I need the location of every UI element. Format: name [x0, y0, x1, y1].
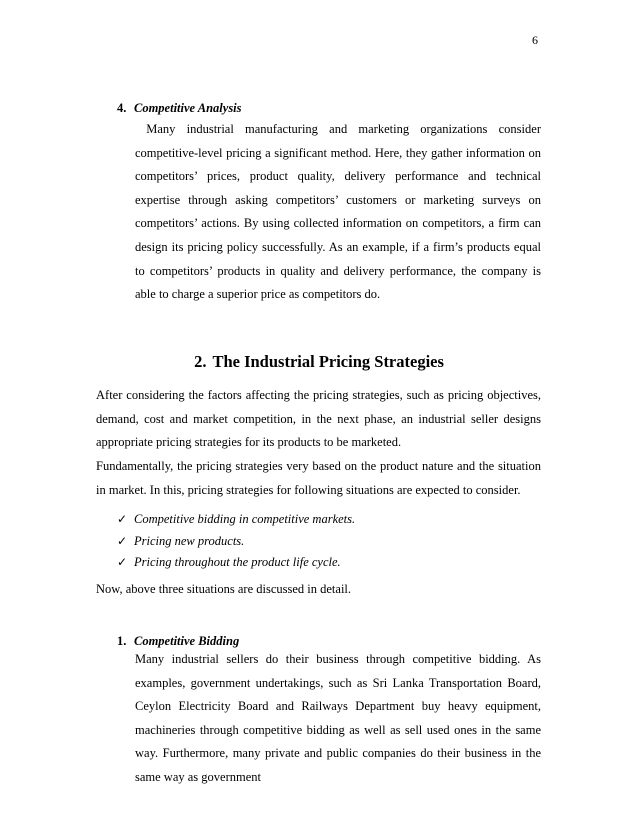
section-heading [117, 100, 541, 116]
section-title: Competitive Bidding [134, 634, 240, 648]
chapter-number: 2. [194, 352, 207, 371]
checklist-item [117, 531, 355, 553]
chapter-heading [0, 352, 638, 372]
checkmark-icon: ✓ [117, 555, 128, 569]
section-title: Competitive Analysis [134, 101, 242, 115]
checklist-item-label: Pricing throughout the product life cycle. [134, 555, 341, 569]
competitive-bidding-paragraph: Many industrial sellers do their business through competitive bidding. As examples, government undertakings, such as Sri Lanka Transportation Board, Ceylon Electricity Board and Railways Department buy heavy equipment, machineries through competitive bidding as well as sell used ones in the same way. Furthermore, many private and public companies do their business in the same way as government [135, 652, 541, 784]
checklist-item-label: Pricing new products. [134, 533, 245, 548]
checklist-item-label: Competitive bidding in competitive markets. [134, 512, 356, 526]
situations-checklist [117, 509, 355, 574]
section-competitive-bidding-heading [117, 633, 541, 649]
checkmark-icon: ✓ [117, 512, 128, 526]
intro-paragraph-2: Fundamentally, the pricing strategies very based on the product nature and the situation in market. In this, pricing strategies for following situations are expected to consider. [96, 459, 541, 497]
checklist-item [117, 552, 355, 574]
checkmark-icon: ✓ [117, 533, 128, 548]
section-number: 4. [117, 101, 127, 115]
checklist-item [117, 509, 355, 531]
page-number: 6 [532, 33, 538, 47]
intro-paragraph-1: After considering the factors affecting the pricing strategies, such as pricing objectives, demand, cost and market competition, in the next phase, an industrial seller designs appropriate pricing strategies for its products to be marketed. [96, 388, 541, 450]
discussion-line: Now, above three situations are discussed in detail. [96, 582, 352, 596]
section-competitive-analysis-heading [117, 100, 541, 116]
competitive-analysis-paragraph: Many industrial manufacturing and marketing organizations consider competitive-level pricing a significant method. Here, they gather information on competitors’ prices, product quality, delivery performance and technical expertise through asking competitors’ customers or marketing surveys on competitors’ actions. By using collected information on competitors, a firm can design its pricing policy successfully. As an example, if a firm’s products equal to competitors’ products in quality and delivery performance, the company is able to charge a superior price as competitors do. [135, 122, 541, 302]
section-heading [117, 633, 541, 649]
section-number: 1. [117, 634, 127, 648]
chapter-title: The Industrial Pricing Strategies [212, 352, 444, 371]
